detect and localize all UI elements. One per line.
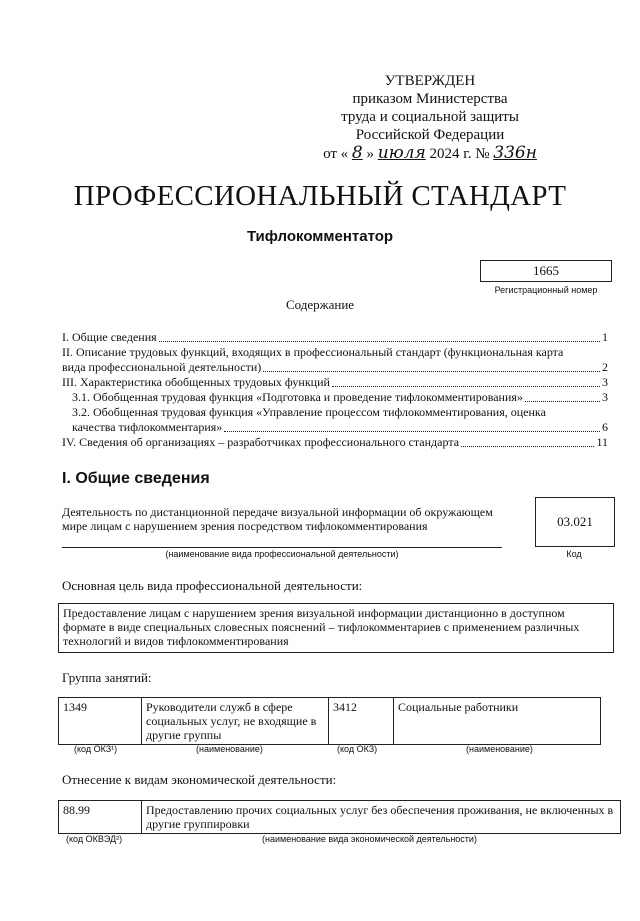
- econ-table: [58, 800, 621, 834]
- toc-item[interactable]: I. Общие сведения 1: [62, 330, 608, 344]
- approval-line: труда и социальной защиты: [341, 109, 519, 125]
- activity-caption: (наименование вида профессиональной деятельности): [165, 549, 399, 559]
- table-row: [59, 801, 621, 834]
- occupation-name: Социальные работники: [394, 698, 601, 745]
- occupation-name: Руководители служб в сфере социальных услуг, не входящие в другие группы: [142, 698, 329, 745]
- date-day: 8: [351, 143, 363, 163]
- econ-code: 88.99: [59, 801, 142, 834]
- registration-label: Регистрационный номер: [494, 285, 598, 295]
- toc-item[interactable]: 3.2. Обобщенная трудовая функция «Управление процессом тифлокомментирования, оценка качества тифлокомментария» 6: [72, 405, 608, 434]
- econ-label: Отнесение к видам экономической деятельности:: [62, 772, 337, 787]
- approval-line: приказом Министерства: [352, 91, 508, 107]
- toc-item[interactable]: IV. Сведения об организациях – разработчиках профессионального стандарта 11: [62, 435, 608, 449]
- goal-label: Основная цель вида профессиональной деятельности:: [62, 578, 363, 593]
- occupation-table: [58, 697, 601, 745]
- occupation-code: 1349: [59, 698, 142, 745]
- caption: (наименование): [466, 744, 533, 754]
- caption: (код ОКВЭД²): [66, 834, 123, 844]
- goal-box: Предоставление лицам с нарушением зрения визуальной информации дистанционно в доступном формате в виде специальных словесных пояснений – тифлокомментариев с применением различных технологий и видов тифлокомментирования: [58, 603, 614, 653]
- date-year: 2024 г. №: [429, 146, 490, 162]
- toc-item[interactable]: II. Описание трудовых функций, входящих в профессиональный стандарт (функциональная карта вида профессиональной деятельности) 2: [62, 345, 608, 374]
- divider: [62, 547, 502, 548]
- caption: (наименование): [196, 744, 263, 754]
- code-caption: Код: [566, 549, 582, 559]
- registration-number-box: 1665: [480, 260, 612, 282]
- table-row: [59, 698, 601, 745]
- approval-date-line: [300, 144, 560, 163]
- toc-heading: Содержание: [285, 297, 355, 312]
- occupation-code: 3412: [329, 698, 394, 745]
- approval-line: Российской Федерации: [355, 127, 505, 143]
- standard-subject: Тифлокомментатор: [246, 228, 394, 245]
- group-label: Группа занятий:: [62, 670, 152, 685]
- approval-block: [300, 72, 560, 163]
- order-number: 336н: [493, 143, 537, 163]
- document-title: ПРОФЕССИОНАЛЬНЫЙ СТАНДАРТ: [73, 180, 567, 212]
- section-heading: I. Общие сведения: [62, 470, 210, 487]
- date-prefix: от «: [323, 146, 349, 162]
- caption: (код ОКЗ¹): [74, 744, 118, 754]
- table-of-contents: [62, 330, 608, 450]
- caption: (код ОКЗ): [337, 744, 378, 754]
- date-month: июля: [377, 143, 426, 163]
- caption: (наименование вида экономической деятельности): [262, 834, 477, 844]
- activity-code: 03.021: [535, 497, 615, 547]
- approval-title: УТВЕРЖДЕН: [384, 73, 476, 89]
- toc-item[interactable]: 3.1. Обобщенная трудовая функция «Подготовка и проведение тифлокомментирования» 3: [72, 390, 608, 404]
- toc-item[interactable]: III. Характеристика обобщенных трудовых функций 3: [62, 375, 608, 389]
- date-day-close: »: [366, 146, 374, 162]
- econ-name: Предоставлению прочих социальных услуг без обеспечения проживания, не включенных в другие группировки: [142, 801, 621, 834]
- activity-name: Деятельность по дистанционной передаче визуальной информации об окружающем мире лицам с нарушением зрения посредством тифлокомментирования: [62, 505, 493, 533]
